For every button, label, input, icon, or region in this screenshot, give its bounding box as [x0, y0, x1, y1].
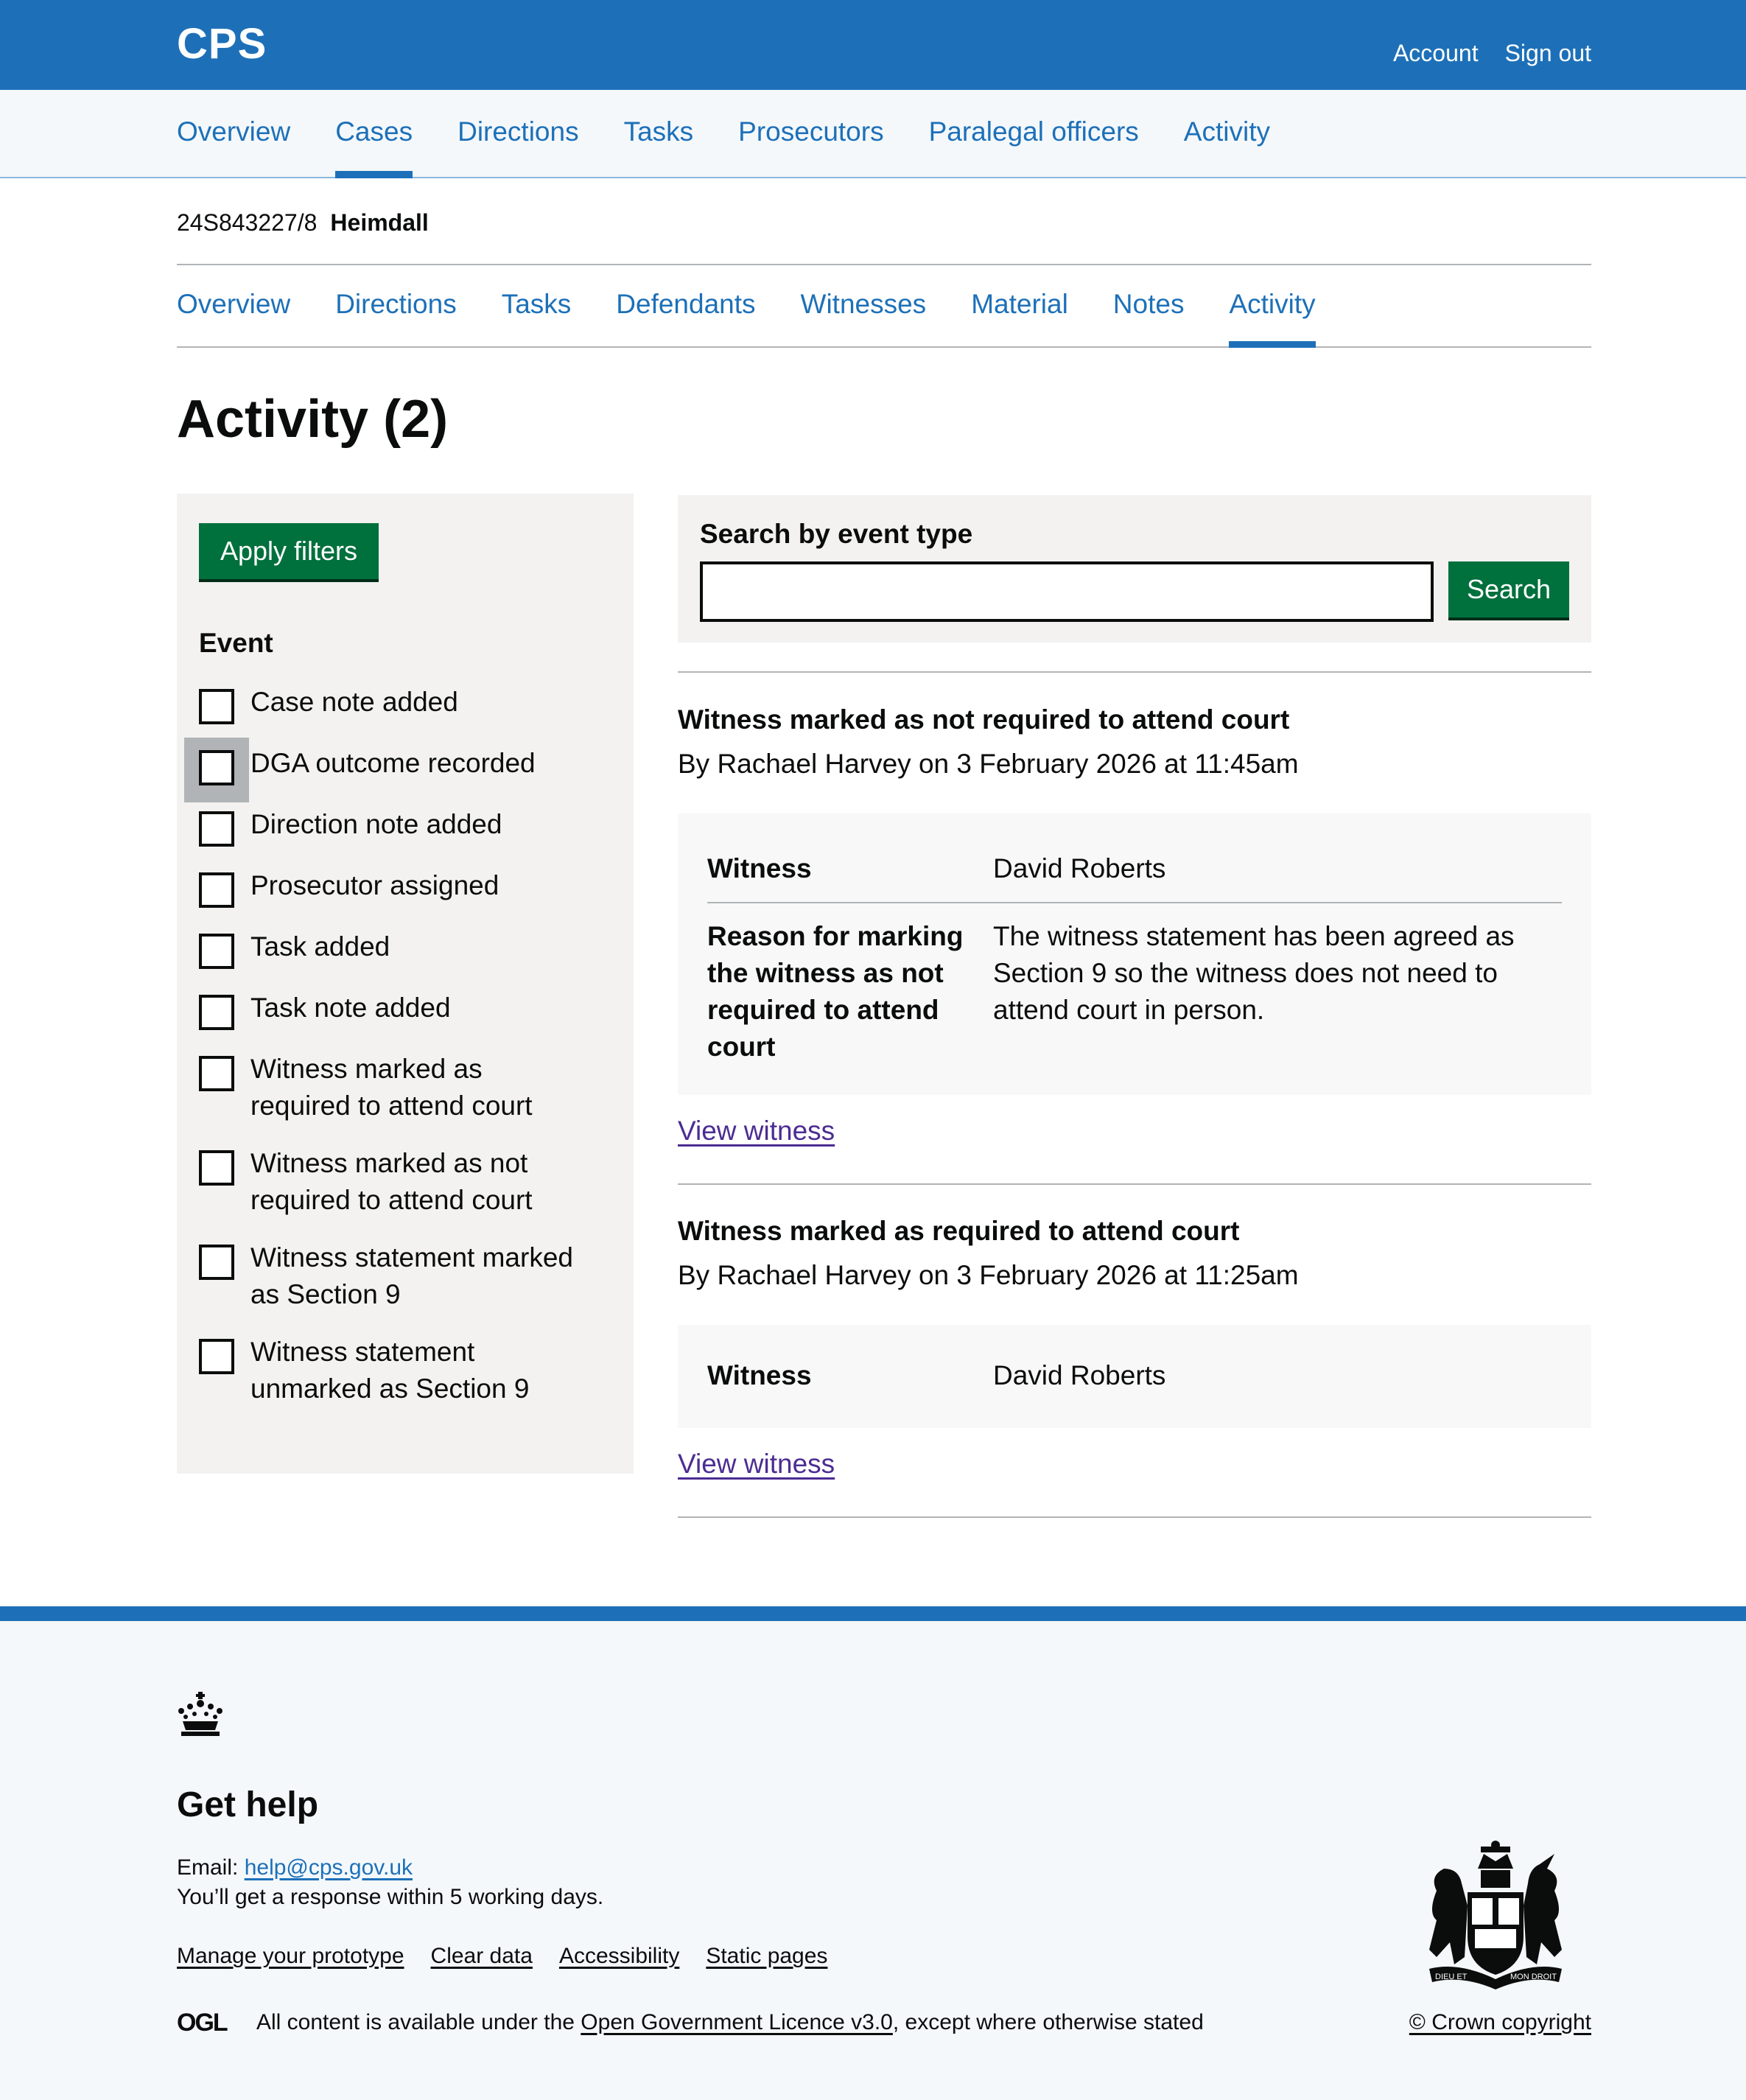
site-footer [0, 1606, 1746, 2100]
case-heading [177, 209, 429, 237]
filter-option-prosecutor-assigned [199, 870, 611, 908]
tab-notes [1113, 265, 1185, 346]
section-divider [678, 1516, 1591, 1518]
service-nav-item-prosecutors [738, 90, 883, 177]
crown-icon [177, 1692, 224, 1736]
service-nav-item-paralegal-officers [929, 90, 1139, 177]
checkbox[interactable] [199, 1245, 234, 1280]
filter-option-witness-not-required [199, 1148, 611, 1219]
help-email-link[interactable]: help@cps.gov.uk [244, 1855, 413, 1880]
service-nav-item-cases [335, 90, 413, 177]
tab-defendants [616, 265, 755, 346]
tab-material-link[interactable]: Material [971, 289, 1068, 319]
ogl-logo-icon [177, 2009, 239, 2035]
tab-directions-link[interactable]: Directions [335, 289, 457, 319]
summary-key: Witness [707, 853, 812, 883]
checkbox-label[interactable]: Witness marked as required to attend court [250, 1054, 533, 1121]
checkbox[interactable] [199, 872, 234, 908]
site-header [0, 0, 1746, 90]
checkbox[interactable] [199, 1056, 234, 1091]
case-reference: 24S843227/8 [177, 209, 318, 236]
search-button[interactable]: Search [1448, 561, 1569, 617]
event-summary-list [678, 813, 1591, 1095]
checkbox[interactable] [199, 934, 234, 969]
licence-before: All content is available under the [256, 2010, 575, 2034]
summary-value: The witness statement has been agreed as Section 9 so the witness does not need to attend court in person. [993, 921, 1515, 1025]
service-nav-item-tasks [624, 90, 694, 177]
checkbox-label[interactable]: Task added [250, 931, 390, 962]
section-divider [678, 1183, 1591, 1185]
view-witness-link[interactable]: View witness [678, 1449, 835, 1479]
checkbox[interactable] [199, 1150, 234, 1186]
cps-logo[interactable]: CPS [177, 20, 267, 68]
open-government-licence-link[interactable]: Open Government Licence v3.0 [581, 2010, 893, 2034]
static-pages-link[interactable]: Static pages [706, 1944, 828, 1968]
event-meta: By Rachael Harvey on 3 February 2026 at 11:45am [678, 749, 1299, 779]
summary-key: Reason for marking the witness as not required to attend court [707, 921, 964, 1062]
summary-value: David Roberts [993, 1360, 1166, 1390]
ogl-logo-text: OGL [177, 2009, 227, 2035]
view-witness-link[interactable]: View witness [678, 1116, 835, 1146]
checkbox-label[interactable]: Case note added [250, 687, 458, 717]
service-nav-directions-link[interactable]: Directions [457, 116, 579, 147]
filter-panel [177, 494, 634, 1474]
motto-left: DIEU ET [1435, 1973, 1468, 1981]
filter-option-case-note-added [199, 687, 611, 724]
service-nav-paralegal-officers-link[interactable]: Paralegal officers [928, 116, 1139, 147]
filter-option-witness-required [199, 1054, 611, 1124]
sign-out-link[interactable]: Sign out [1504, 40, 1591, 66]
service-nav-item-overview [177, 90, 290, 177]
checkbox[interactable] [199, 811, 234, 847]
crown-copyright-link[interactable]: © Crown copyright [1409, 2010, 1591, 2034]
motto-right: MON DROIT [1510, 1973, 1557, 1981]
footer-links [177, 1944, 827, 1969]
summary-row [707, 1357, 1562, 1401]
tab-overview-link[interactable]: Overview [177, 289, 291, 319]
service-nav-overview-link[interactable]: Overview [177, 116, 291, 147]
filter-option-direction-note-added [199, 809, 611, 847]
checkbox-label[interactable]: Prosecutor assigned [250, 870, 499, 900]
checkbox[interactable] [199, 689, 234, 724]
page-title: Activity (2) [177, 390, 449, 449]
accessibility-link[interactable]: Accessibility [558, 1944, 680, 1968]
case-name: Heimdall [330, 209, 429, 236]
filter-option-statement-unmarked-section-9 [199, 1337, 611, 1407]
tab-tasks [502, 265, 572, 346]
tab-tasks-link[interactable]: Tasks [501, 289, 572, 319]
account-links [1393, 40, 1591, 67]
licence-text [256, 2010, 1204, 2035]
clear-data-link[interactable]: Clear data [430, 1944, 533, 1968]
filter-option-dga-outcome-recorded [199, 748, 611, 785]
service-nav-item-activity [1184, 90, 1270, 177]
filter-option-task-added [199, 931, 611, 969]
summary-divider [707, 902, 1562, 903]
filter-option-statement-marked-section-9 [199, 1242, 611, 1313]
checkbox[interactable] [199, 1339, 234, 1374]
event-meta: By Rachael Harvey on 3 February 2026 at 11:25am [678, 1260, 1299, 1290]
tab-witnesses [801, 265, 927, 346]
checkbox[interactable] [199, 995, 234, 1030]
tab-activity [1229, 265, 1315, 346]
event-title: Witness marked as not required to attend court [678, 704, 1290, 735]
tab-overview [177, 265, 290, 346]
checkbox-label[interactable]: Witness statement marked as Section 9 [250, 1242, 573, 1309]
get-help-heading: Get help [177, 1785, 319, 1824]
account-link[interactable]: Account [1392, 40, 1479, 66]
service-navigation [0, 90, 1746, 178]
service-nav-activity-link[interactable]: Activity [1183, 116, 1270, 147]
tab-defendants-link[interactable]: Defendants [616, 289, 756, 319]
service-nav-item-directions [457, 90, 579, 177]
service-nav-tasks-link[interactable]: Tasks [623, 116, 694, 147]
event-summary-list [678, 1325, 1591, 1428]
search-panel [678, 495, 1591, 643]
tab-notes-link[interactable]: Notes [1112, 289, 1185, 319]
service-nav-prosecutors-link[interactable]: Prosecutors [738, 116, 884, 147]
checkbox-label[interactable]: Witness statement unmarked as Section 9 [250, 1337, 530, 1404]
checkbox[interactable] [199, 750, 234, 785]
summary-key: Witness [707, 1360, 812, 1390]
service-nav-cases-link[interactable]: Cases [335, 116, 413, 147]
search-label: Search by event type [700, 519, 973, 549]
royal-coat-of-arms-icon [1407, 1839, 1584, 1994]
search-input[interactable] [700, 561, 1434, 622]
licence-after: , except where otherwise stated [892, 2010, 1204, 2034]
tab-material [971, 265, 1068, 346]
filter-option-task-note-added [199, 993, 611, 1030]
event-title: Witness marked as required to attend court [678, 1216, 1240, 1246]
summary-value: David Roberts [993, 853, 1166, 883]
email-label: Email: [177, 1855, 239, 1880]
summary-row [707, 850, 1562, 895]
tab-activity-link[interactable]: Activity [1229, 289, 1316, 319]
checkbox-label[interactable]: Witness marked as not required to attend court [250, 1148, 533, 1215]
case-sub-navigation [177, 264, 1591, 348]
checkbox-label[interactable]: Task note added [250, 993, 451, 1023]
apply-filters-button[interactable]: Apply filters [199, 523, 379, 579]
manage-prototype-link[interactable]: Manage your prototype [177, 1944, 404, 1968]
help-email-line [177, 1855, 413, 1880]
summary-row [707, 918, 1562, 1073]
tab-directions [335, 265, 457, 346]
event-checkbox-list [199, 687, 611, 1437]
event-filter-legend: Event [199, 628, 273, 658]
response-time-text: You’ll get a response within 5 working days. [177, 1885, 604, 1909]
checkbox-label[interactable]: Direction note added [250, 809, 502, 839]
checkbox-label[interactable]: DGA outcome recorded [250, 748, 536, 778]
tab-witnesses-link[interactable]: Witnesses [800, 289, 927, 319]
section-divider [678, 671, 1591, 673]
